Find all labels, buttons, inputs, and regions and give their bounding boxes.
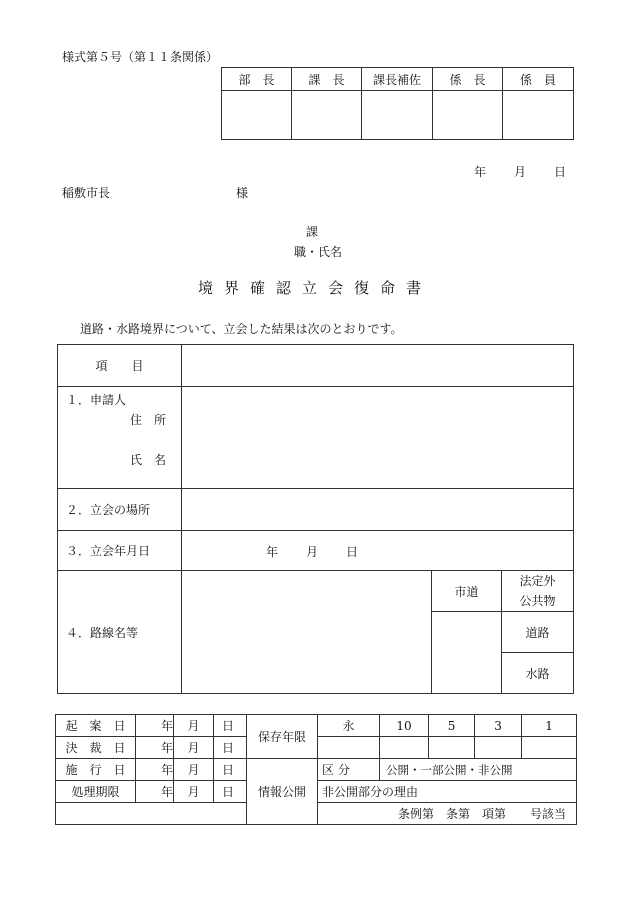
date-label: ３．立会年月日 <box>58 531 182 571</box>
witness-date-input[interactable] <box>182 531 574 571</box>
record-day: 日 <box>214 737 247 759</box>
retention-check-cell[interactable] <box>318 737 380 759</box>
record-day: 日 <box>214 781 247 803</box>
record-label: 施 行 日 <box>56 759 136 781</box>
place-label: ２．立会の場所 <box>58 489 182 531</box>
record-label: 処理期限 <box>56 781 136 803</box>
place-input[interactable] <box>182 489 574 531</box>
applicant-cell <box>58 387 182 489</box>
document-title: 境界確認立会復命書 <box>197 279 432 297</box>
item-header-content <box>182 345 574 387</box>
road-label: 道路 <box>502 612 574 653</box>
category-options[interactable]: 公開・一部公開・非公開 <box>380 759 577 781</box>
applicant-label: １．申請人 <box>66 393 127 407</box>
record-month: 月 <box>174 781 214 803</box>
addressee-name: 稲敷市長 <box>62 186 111 200</box>
record-label: 決 裁 日 <box>56 737 136 759</box>
approval-header-deputy-chief: 課長補佐 <box>362 68 433 91</box>
disclosure-label: 情報公開 <box>247 759 318 825</box>
address-label: 住 所 <box>130 413 167 427</box>
main-report-table <box>57 344 574 694</box>
public-property-label <box>502 571 574 612</box>
retention-5[interactable]: 5 <box>429 715 475 737</box>
retention-check-cell[interactable] <box>475 737 522 759</box>
record-year: 年 <box>136 715 174 737</box>
retention-label: 保存年限 <box>247 715 318 759</box>
witness-year: 年 <box>266 545 279 559</box>
city-road-label: 市道 <box>432 571 502 612</box>
record-day: 日 <box>214 715 247 737</box>
record-month: 月 <box>174 715 214 737</box>
date-day: 日 <box>554 165 567 179</box>
ordinance-reference: 条例第 条第 項第 号該当 <box>318 803 577 825</box>
record-label: 起 案 日 <box>56 715 136 737</box>
retention-permanent[interactable]: 永 <box>318 715 380 737</box>
public-property-line-1: 法定外 <box>519 574 556 588</box>
record-day: 日 <box>214 759 247 781</box>
route-label: ４．路線名等 <box>58 571 182 694</box>
record-year: 年 <box>136 759 174 781</box>
retention-1[interactable]: 1 <box>522 715 577 737</box>
approval-header-unit-chief: 係 長 <box>433 68 503 91</box>
approval-header-director: 部 長 <box>222 68 292 91</box>
intro-text: 道路・水路境界について、立会した結果は次のとおりです。 <box>80 322 403 336</box>
date-year: 年 <box>474 165 487 179</box>
approval-stamp-cell[interactable] <box>433 91 503 140</box>
public-property-line-2: 公共物 <box>519 594 556 608</box>
record-year: 年 <box>136 737 174 759</box>
waterway-label: 水路 <box>502 653 574 694</box>
approval-stamp-cell[interactable] <box>222 91 292 140</box>
approval-stamp-cell[interactable] <box>292 91 362 140</box>
retention-3[interactable]: 3 <box>475 715 522 737</box>
category-label: 区 分 <box>318 759 380 781</box>
witness-day: 日 <box>346 545 359 559</box>
approval-stamp-cell[interactable] <box>503 91 574 140</box>
records-table <box>55 714 577 825</box>
retention-check-cell[interactable] <box>380 737 429 759</box>
reporter-department: 課 <box>306 225 319 239</box>
date-month: 月 <box>514 165 527 179</box>
record-year: 年 <box>136 781 174 803</box>
retention-10[interactable]: 10 <box>380 715 429 737</box>
applicant-input[interactable] <box>182 387 574 489</box>
nondisclosure-reason-label: 非公開部分の理由 <box>318 781 577 803</box>
record-month: 月 <box>174 759 214 781</box>
name-label: 氏 名 <box>130 453 167 467</box>
approval-stamp-table <box>221 67 574 140</box>
addressee-honorific: 様 <box>236 186 249 200</box>
city-road-input[interactable] <box>432 612 502 694</box>
retention-check-cell[interactable] <box>522 737 577 759</box>
route-input[interactable] <box>182 571 432 694</box>
item-header: 項 目 <box>58 345 182 387</box>
approval-stamp-cell[interactable] <box>362 91 433 140</box>
approval-header-section-chief: 課 長 <box>292 68 362 91</box>
reporter-position-name: 職・氏名 <box>294 245 343 259</box>
approval-header-staff: 係 員 <box>503 68 574 91</box>
retention-check-cell[interactable] <box>429 737 475 759</box>
record-month: 月 <box>174 737 214 759</box>
records-blank-cell <box>56 803 247 825</box>
form-number: 様式第５号（第１１条関係） <box>62 50 219 64</box>
witness-month: 月 <box>306 545 319 559</box>
